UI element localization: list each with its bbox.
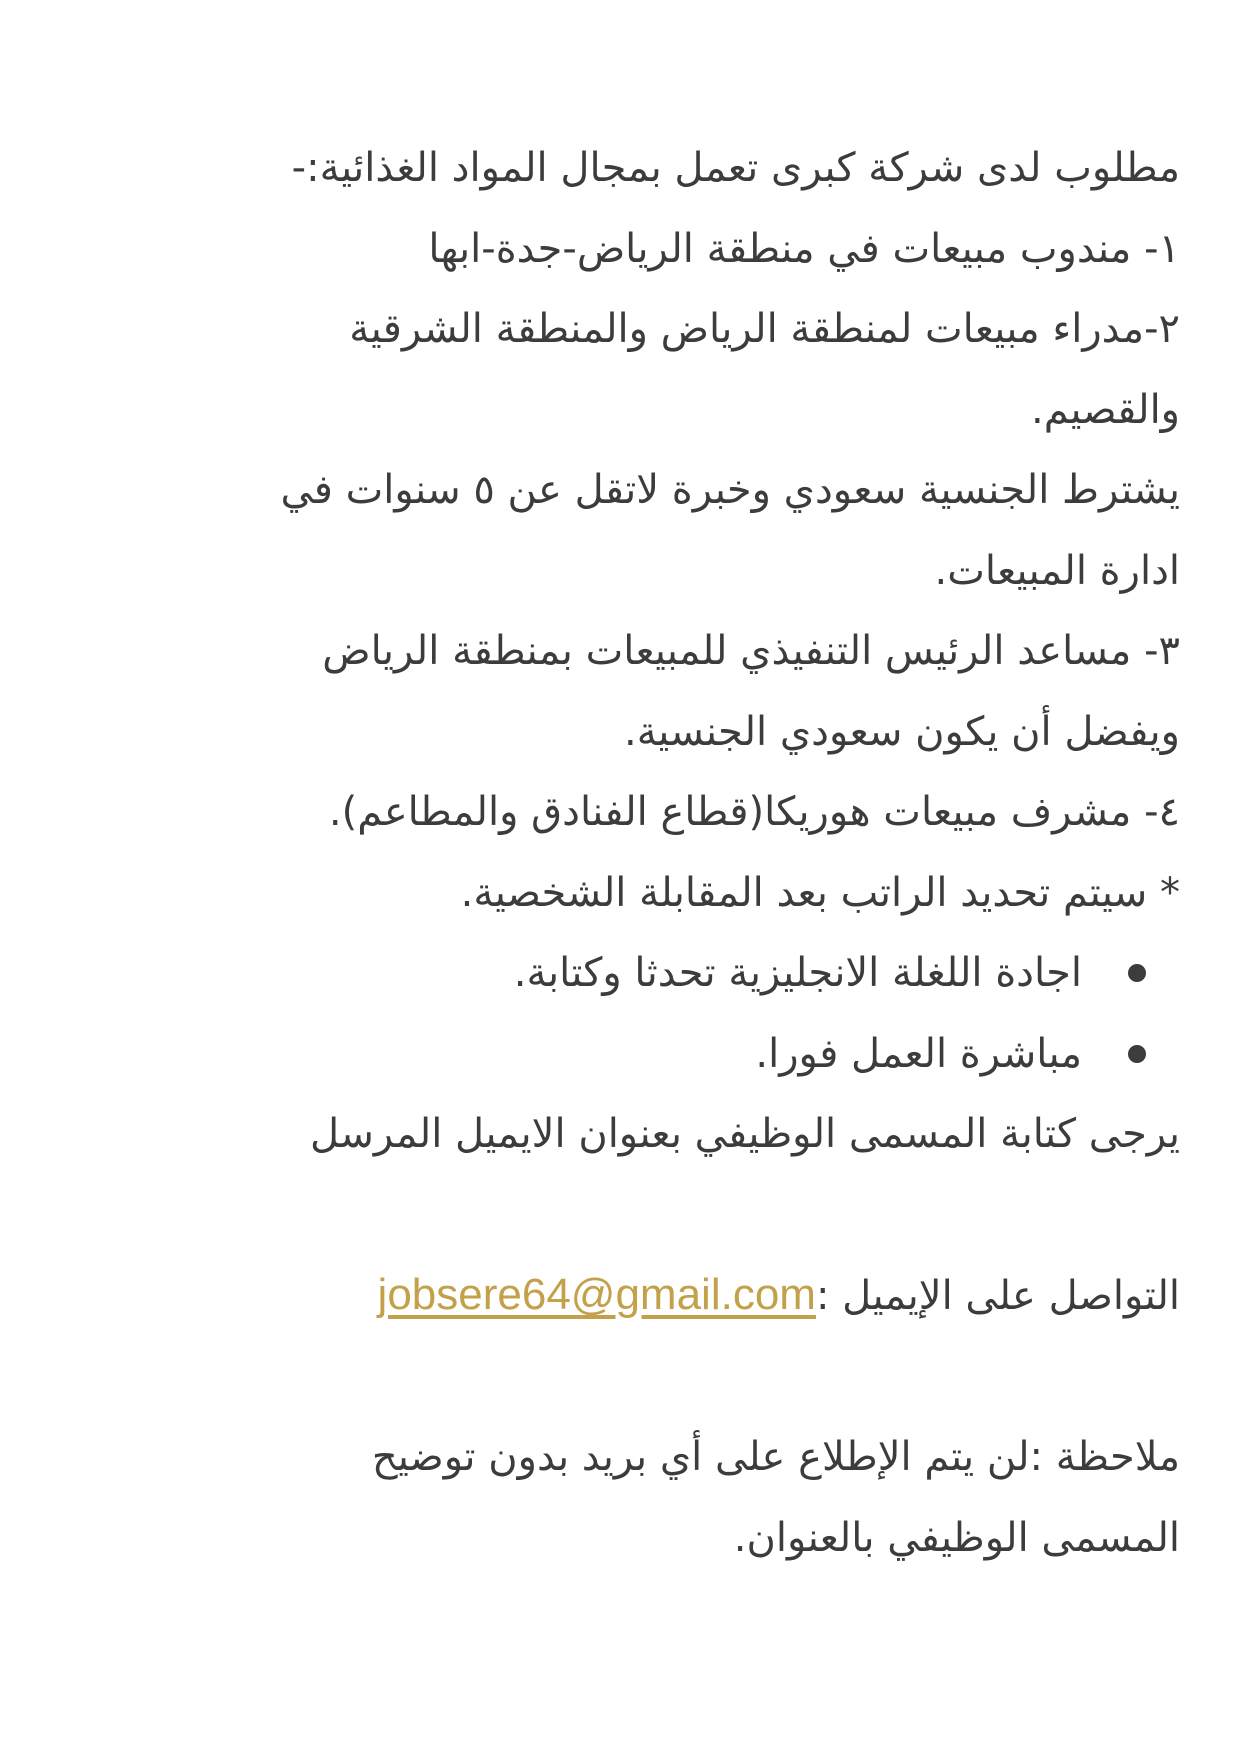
- spacer: [80, 1337, 1180, 1418]
- salary-note: * سيتم تحديد الراتب بعد المقابلة الشخصية.: [460, 869, 1180, 916]
- bullet-text: اجادة اللغلة الانجليزية تحدثا وكتابة.: [513, 950, 1082, 996]
- note-line: ملاحظة :لن يتم الإطلاع على أي بريد بدون توضيح: [371, 1434, 1180, 1480]
- note-line-cont: المسمى الوظيفي بالعنوان.: [733, 1514, 1180, 1561]
- contact-email-link[interactable]: jobsere64@gmail.com: [377, 1270, 816, 1319]
- job-item-sales-managers: ٢-مدراء مبيعات لمنطقة الرياض والمنطقة الشرقية: [349, 306, 1180, 352]
- spacer: [80, 1175, 1180, 1256]
- bullet-immediate-start: [80, 1014, 1180, 1095]
- posting-heading: مطلوب لدى شركة كبرى تعمل بمجال المواد الغذائية:-: [291, 145, 1180, 191]
- bullet-english-proficiency: [80, 933, 1180, 1014]
- job-item-sales-managers-cont: والقصيم.: [1031, 386, 1180, 433]
- job-item-sales-rep: ١- مندوب مبيعات في منطقة الرياض-جدة-ابها: [428, 225, 1180, 272]
- bullet-dot-icon: [1128, 1045, 1146, 1063]
- contact-line: [80, 1255, 1180, 1337]
- nationality-requirement-cont: ادارة المبيعات.: [934, 547, 1180, 594]
- bullet-text: مباشرة العمل فورا.: [755, 1030, 1082, 1077]
- job-item-ceo-assistant-cont: ويفضل أن يكون سعودي الجنسية.: [624, 708, 1180, 755]
- job-posting-document: [80, 128, 1180, 1578]
- contact-label: التواصل على الإيميل :: [815, 1273, 1180, 1319]
- nationality-requirement: يشترط الجنسية سعودي وخبرة لاتقل عن ٥ سنوات في: [280, 467, 1180, 513]
- job-item-horeca-supervisor: ٤- مشرف مبيعات هوريكا(قطاع الفنادق والمطاعم).: [328, 789, 1180, 835]
- email-subject-instruction: يرجى كتابة المسمى الوظيفي بعنوان الايميل المرسل: [310, 1111, 1180, 1157]
- requirements-bullet-list: [80, 933, 1180, 1094]
- bullet-dot-icon: [1128, 964, 1146, 982]
- job-item-ceo-assistant: ٣- مساعد الرئيس التنفيذي للمبيعات بمنطقة الرياض: [322, 628, 1180, 674]
